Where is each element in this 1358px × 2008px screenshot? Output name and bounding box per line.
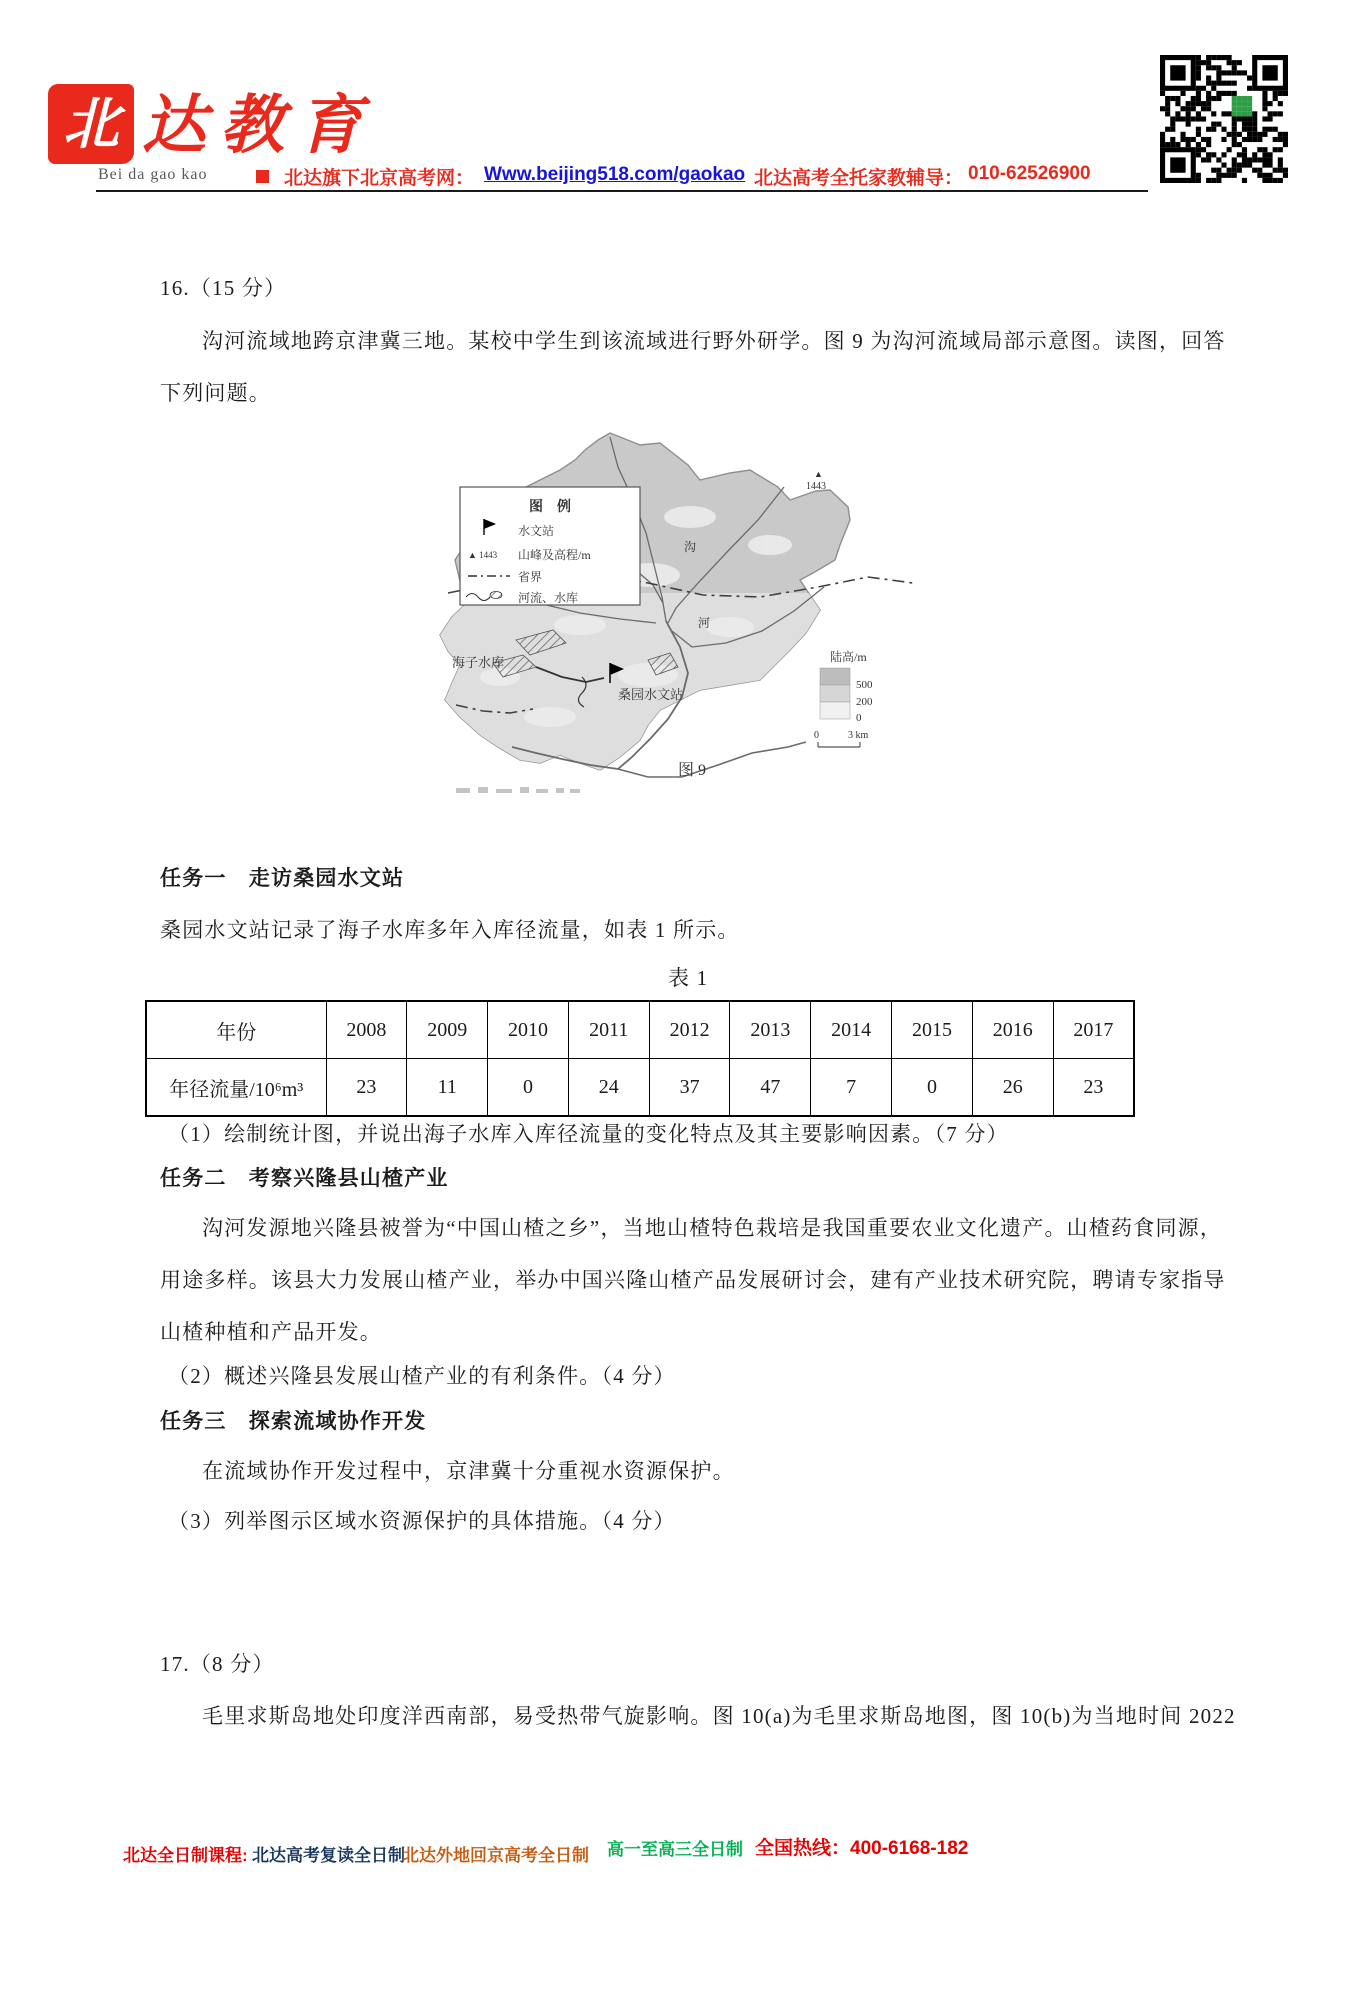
- task2-para-line3: 山楂种植和产品开发。: [160, 1320, 382, 1344]
- task3-body: 在流域协作开发过程中，京津冀十分重视水资源保护。: [202, 1459, 735, 1483]
- tagline-phone: 010-62526900: [968, 163, 1091, 184]
- logo-brand-text: 达教育: [142, 90, 376, 161]
- legend-river-label: 河流、水库: [518, 591, 579, 605]
- q17-number: 17.（8 分）: [160, 1652, 275, 1676]
- footer-hotline: 全国热线：400-6168-182: [755, 1838, 969, 1859]
- value-cell: 7: [811, 1059, 892, 1117]
- legend-station-label: 水文站: [518, 524, 555, 538]
- figure9-caption: 图 9: [678, 762, 707, 779]
- table1-caption: 表 1: [668, 966, 709, 990]
- value-cell: 0: [892, 1059, 973, 1117]
- legend-title: 图 例: [529, 500, 571, 515]
- year-cell: 2017: [1053, 1001, 1134, 1059]
- value-cell: 23: [1053, 1059, 1134, 1117]
- task1-body: 桑园水文站记录了海子水库多年入库径流量，如表 1 所示。: [160, 918, 740, 942]
- value-cell: 24: [568, 1059, 649, 1117]
- legend-peak-icon: ▲ 1443: [468, 550, 498, 560]
- year-cell: 2016: [972, 1001, 1053, 1059]
- peak-elevation-label: 1443: [806, 481, 826, 492]
- legend-peak-label: 山峰及高程/m: [518, 548, 591, 562]
- value-cell: 26: [972, 1059, 1053, 1117]
- print-smudge: [456, 787, 580, 793]
- header-rule: [96, 190, 1148, 192]
- logo-pinyin: Bei da gao kao: [98, 166, 208, 183]
- red-square-icon: [256, 170, 269, 183]
- elevation-title: 陆高/m: [830, 650, 867, 664]
- question1: （1）绘制统计图，并说出海子水库入库径流量的变化特点及其主要影响因素。（7 分）: [168, 1122, 1009, 1146]
- year-cell: 2011: [568, 1001, 649, 1059]
- footer-item-waidi: 北达外地回京高考全日制: [402, 1846, 589, 1865]
- year-cell: 2015: [892, 1001, 973, 1059]
- table-row: [146, 1059, 1134, 1117]
- year-cell: 2010: [488, 1001, 569, 1059]
- river-name-char1: 沟: [684, 540, 697, 554]
- year-cell: 2008: [326, 1001, 407, 1059]
- elevation-level-200: 200: [856, 696, 873, 708]
- table-header-runoff: 年径流量/10⁶m³: [146, 1059, 326, 1117]
- q17-intro: 毛里求斯岛地处印度洋西南部，易受热带气旋影响。图 10(a)为毛里求斯岛地图，图 10(b)为当地时间 2022: [202, 1704, 1236, 1728]
- question2: （2）概述兴隆县发展山楂产业的有利条件。（4 分）: [168, 1364, 676, 1388]
- value-cell: 0: [488, 1059, 569, 1117]
- map-legend: [460, 487, 640, 605]
- year-cell: 2012: [649, 1001, 730, 1059]
- gaokao-site-link[interactable]: Www.beijing518.com/gaokao: [484, 164, 746, 185]
- figure9-map: [348, 425, 968, 820]
- scale-end: 3 km: [848, 730, 869, 741]
- task3-heading: 任务三 探索流域协作开发: [160, 1409, 427, 1433]
- year-cell: 2014: [811, 1001, 892, 1059]
- scale-start: 0: [814, 730, 819, 741]
- elevation-level-500: 500: [856, 679, 873, 691]
- value-cell: 37: [649, 1059, 730, 1117]
- table-header-year: 年份: [146, 1001, 326, 1059]
- task2-para-line2: 用途多样。该县大力发展山楂产业，举办中国兴隆山楂产品发展研讨会，建有产业技术研究院，聘请专家指导: [160, 1268, 1226, 1292]
- logo-seal-icon: 北: [48, 84, 134, 164]
- river-name-char2: 河: [698, 616, 711, 630]
- station-label: 桑园水文站: [618, 687, 684, 702]
- year-cell: 2009: [407, 1001, 488, 1059]
- task1-heading: 任务一 走访桑园水文站: [160, 866, 405, 890]
- scale-bar: [818, 742, 860, 747]
- value-cell: 11: [407, 1059, 488, 1117]
- elevation-key: [820, 649, 873, 724]
- tagline-prefix: 北达旗下北京高考网：: [284, 168, 475, 189]
- task2-para-line1: 沟河发源地兴隆县被誉为“中国山楂之乡”，当地山楂特色栽培是我国重要农业文化遗产。山楂药食同源，: [202, 1216, 1223, 1240]
- q16-intro-line2: 下列问题。: [160, 381, 271, 405]
- legend-border-label: 省界: [518, 570, 543, 584]
- elevation-level-0: 0: [856, 712, 862, 724]
- tagline-service: 北达高考全托家教辅导：: [754, 168, 964, 189]
- qr-code: [1160, 55, 1288, 183]
- q16-number: 16.（15 分）: [160, 276, 287, 300]
- task2-heading: 任务二 考察兴隆县山楂产业: [160, 1166, 449, 1190]
- value-cell: 47: [730, 1059, 811, 1117]
- q16-intro-line1: 沟河流域地跨京津冀三地。某校中学生到该流域进行野外研学。图 9 为沟河流域局部示意图。读图，回答: [202, 329, 1226, 353]
- year-cell: 2013: [730, 1001, 811, 1059]
- footer-item-fudu: 北达高考复读全日制: [252, 1846, 405, 1865]
- reservoir-label: 海子水库: [452, 655, 505, 670]
- runoff-table: [145, 1000, 1135, 1117]
- question3: （3）列举图示区域水资源保护的具体措施。（4 分）: [168, 1509, 676, 1533]
- peak-mark: ▲: [814, 469, 823, 479]
- footer-item-gaoyi: 高一至高三全日制: [607, 1840, 743, 1859]
- table-row: [146, 1001, 1134, 1059]
- footer-label: 北达全日制课程:: [123, 1846, 248, 1865]
- value-cell: 23: [326, 1059, 407, 1117]
